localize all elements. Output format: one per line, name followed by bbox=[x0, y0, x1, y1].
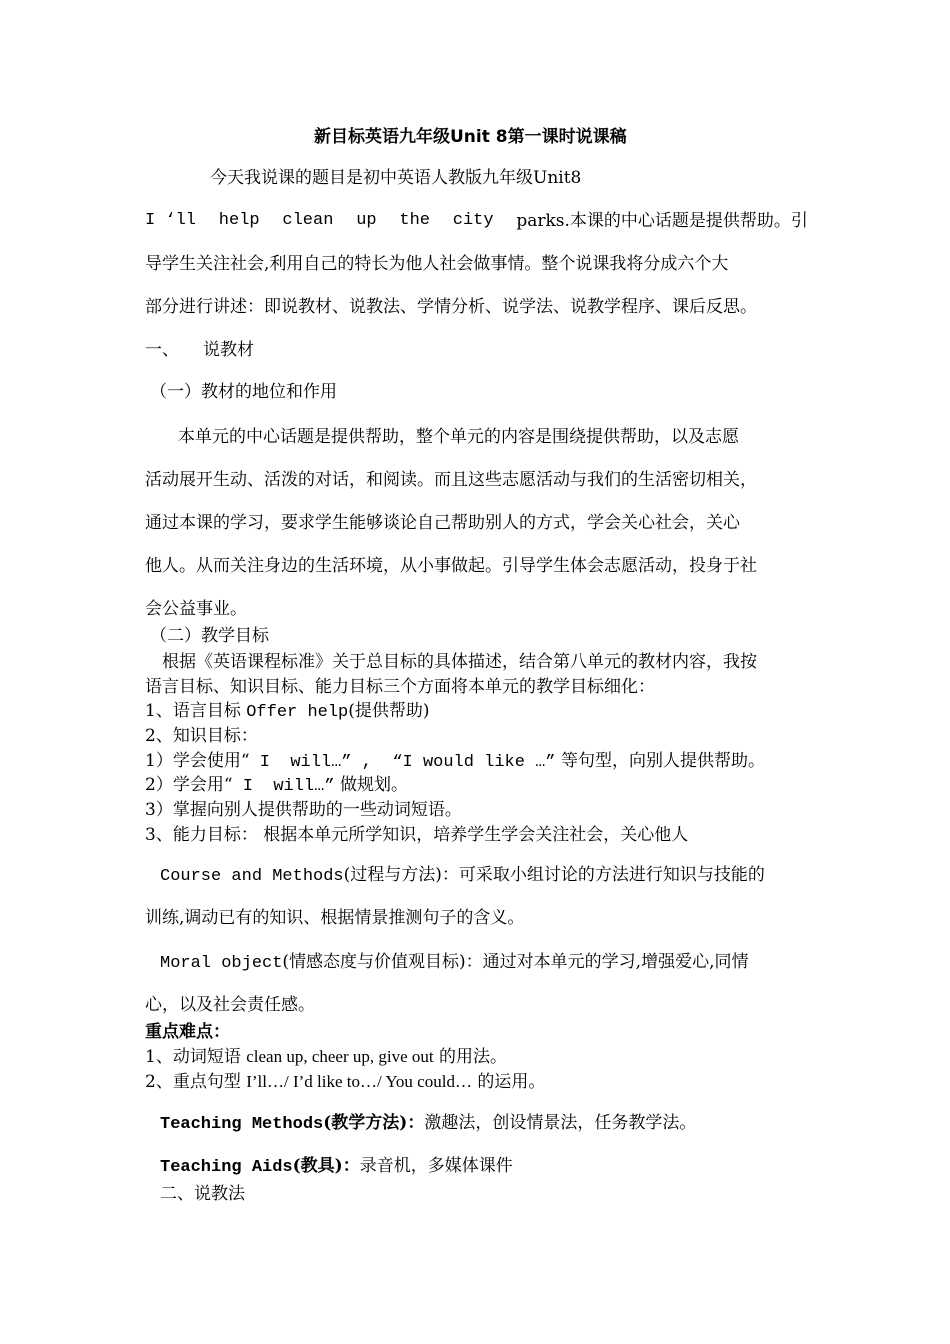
goal-knowledge-1-b: I will…” , “I would like …” bbox=[249, 753, 556, 772]
paragraph-line: 活动展开生动、活泼的对话，和阅读。而且这些志愿活动与我们的生活密切相关， bbox=[145, 470, 757, 490]
section-1-label: 说教材 bbox=[203, 340, 254, 360]
intro-word: up bbox=[356, 211, 377, 230]
key-point-2-a: 2、重点句型 bbox=[145, 1072, 247, 1092]
teaching-methods-en: Teaching Methods bbox=[160, 1115, 324, 1134]
key-point-1-c: 的用法。 bbox=[433, 1047, 508, 1067]
document-title: 新目标英语九年级Unit 8第一课时说课稿 bbox=[314, 127, 627, 147]
course-methods-line bbox=[160, 864, 765, 888]
intro-line-3: 导学生关注社会,利用自己的特长为他人社会做事情。整个说课我将分成六个大 bbox=[145, 254, 729, 274]
goal-knowledge-1-c: 等句型，向别人提供帮助。 bbox=[555, 751, 765, 771]
goals-intro-line: 语言目标、知识目标、能力目标三个方面将本单元的教学目标细化： bbox=[145, 677, 655, 697]
teaching-aids-value: 录音机，多媒体课件 bbox=[359, 1156, 513, 1176]
goal-knowledge: 2、知识目标： bbox=[145, 726, 258, 746]
key-point-1 bbox=[145, 1046, 507, 1068]
goals-intro-line: 根据《英语课程标准》关于总目标的具体描述，结合第八单元的教材内容，我按 bbox=[162, 652, 757, 672]
course-methods-line-2: 训练,调动已有的知识、根据情景推测句子的含义。 bbox=[145, 908, 525, 928]
paragraph-line: 他人。从而关注身边的生活环境，从小事做起。引导学生体会志愿活动，投身于社 bbox=[145, 556, 757, 576]
key-points-title: 重点难点： bbox=[145, 1022, 230, 1042]
teaching-aids-en: Teaching Aids bbox=[160, 1158, 293, 1177]
section-1-number: 一、 bbox=[145, 340, 179, 360]
goal-knowledge-2-b: I will…” bbox=[232, 777, 335, 796]
key-point-2 bbox=[145, 1071, 545, 1093]
moral-object-line-2: 心，以及社会责任感。 bbox=[145, 995, 315, 1015]
goal-ability: 3、能力目标： 根据本单元所学知识，培养学生学会关注社会，关心他人 bbox=[145, 825, 689, 845]
goal-knowledge-3: 3）掌握向别人提供帮助的一些动词短语。 bbox=[145, 800, 462, 820]
goal-language bbox=[145, 700, 430, 724]
moral-object-en: Moral object bbox=[160, 954, 283, 973]
key-point-1-a: 1、动词短语 bbox=[145, 1047, 247, 1067]
section-2-heading: 二、说教法 bbox=[160, 1184, 245, 1204]
subsection-2-heading: （二）教学目标 bbox=[150, 626, 269, 646]
teaching-methods-value: 激趣法，创设情景法，任务教学法。 bbox=[424, 1113, 697, 1133]
goal-language-zh: (提供帮助) bbox=[348, 701, 430, 721]
intro-line-4: 部分进行讲述：即说教材、说教法、学情分析、说学法、说教学程序、课后反思。 bbox=[145, 297, 757, 317]
section-1-heading bbox=[145, 339, 254, 361]
goal-knowledge-2-a: 2）学会用“ bbox=[145, 775, 233, 795]
subsection-1-heading: （一）教材的地位和作用 bbox=[150, 382, 337, 402]
intro-word: parks.本课的中心话题是提供帮助。引 bbox=[516, 211, 808, 231]
key-point-2-c: 的运用。 bbox=[471, 1072, 546, 1092]
course-methods-en: Course and Methods bbox=[160, 867, 344, 886]
goal-knowledge-1 bbox=[145, 750, 765, 774]
intro-word: clean bbox=[282, 211, 334, 230]
intro-word: I ‘ll bbox=[145, 211, 197, 230]
teaching-aids-zh: (教具)： bbox=[292, 1156, 360, 1176]
moral-object-zh: (情感态度与价值观目标)：通过对本单元的学习,增强爱心,同情 bbox=[282, 952, 749, 972]
key-point-1-b: clean up, cheer up, give out bbox=[246, 1047, 434, 1066]
paragraph-line: 会公益事业。 bbox=[145, 599, 247, 619]
key-point-2-b: I’ll…/ I’d like to…/ You could… bbox=[246, 1072, 472, 1091]
teaching-methods bbox=[160, 1112, 696, 1136]
paragraph-line: 通过本课的学习，要求学生能够谈论自己帮助别人的方式，学会关心社会，关心 bbox=[145, 513, 740, 533]
course-methods-zh: (过程与方法)：可采取小组讨论的方法进行知识与技能的 bbox=[343, 865, 765, 885]
intro-line-2 bbox=[145, 210, 808, 232]
intro-word: help bbox=[218, 211, 260, 230]
paragraph-line: 本单元的中心话题是提供帮助，整个单元的内容是围绕提供帮助，以及志愿 bbox=[178, 427, 739, 447]
goal-knowledge-1-a: 1）学会使用“ bbox=[145, 751, 250, 771]
intro-word: city bbox=[452, 211, 494, 230]
goal-knowledge-2-c: 做规划。 bbox=[334, 775, 408, 795]
teaching-methods-zh: (教学方法)： bbox=[323, 1113, 425, 1133]
moral-object-line bbox=[160, 951, 749, 975]
teaching-aids bbox=[160, 1155, 513, 1179]
intro-line-1: 今天我说课的题目是初中英语人教版九年级Unit8 bbox=[210, 168, 582, 188]
goal-knowledge-2 bbox=[145, 774, 408, 798]
intro-word: the bbox=[399, 211, 430, 230]
goal-language-label: 1、语言目标 bbox=[145, 701, 247, 721]
goal-language-en: Offer help bbox=[246, 703, 349, 722]
